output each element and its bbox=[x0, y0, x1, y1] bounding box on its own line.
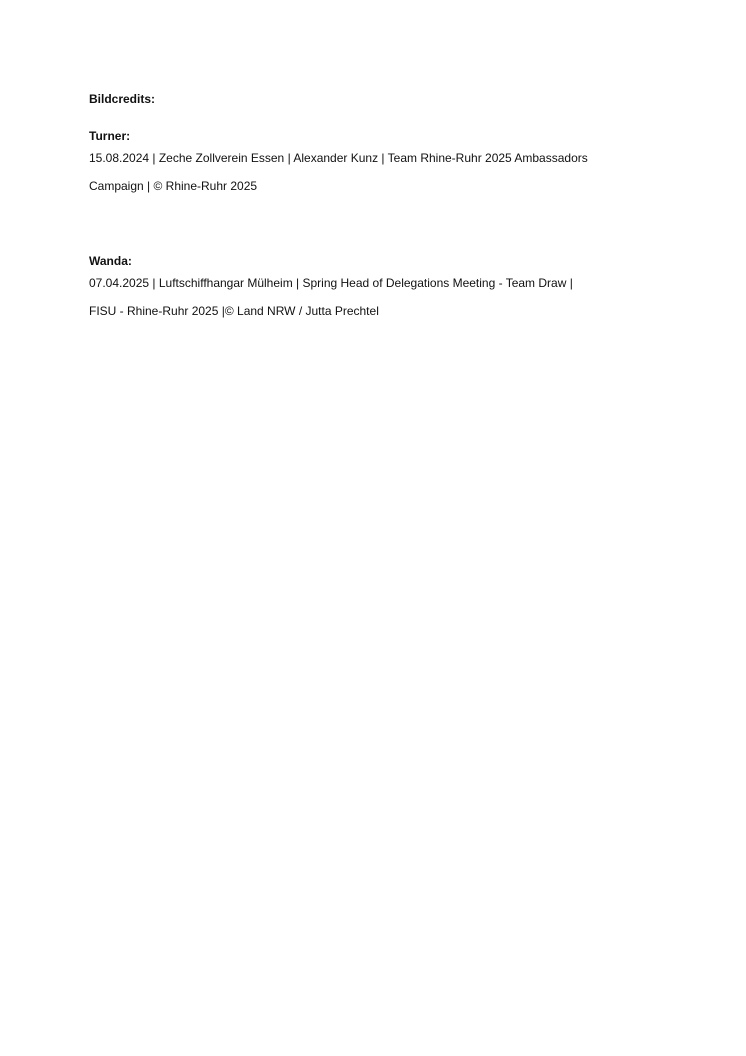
page-title: Bildcredits: bbox=[89, 92, 156, 106]
credit-line: FISU - Rhine-Ruhr 2025 |© Land NRW / Jutta Prechtel bbox=[89, 304, 379, 318]
credit-line: Campaign | © Rhine-Ruhr 2025 bbox=[89, 179, 258, 193]
section-heading-turner: Turner: bbox=[89, 129, 131, 143]
credit-line: 15.08.2024 | Zeche Zollverein Essen | Alexander Kunz | Team Rhine-Ruhr 2025 Ambassadors bbox=[89, 151, 588, 165]
section-body-wanda bbox=[89, 269, 669, 325]
credit-line: 07.04.2025 | Luftschiffhangar Mülheim | Spring Head of Delegations Meeting - Team Draw | bbox=[89, 276, 573, 290]
section-heading-wanda: Wanda: bbox=[89, 254, 132, 268]
document-content bbox=[89, 91, 669, 325]
section-body-turner bbox=[89, 144, 669, 200]
